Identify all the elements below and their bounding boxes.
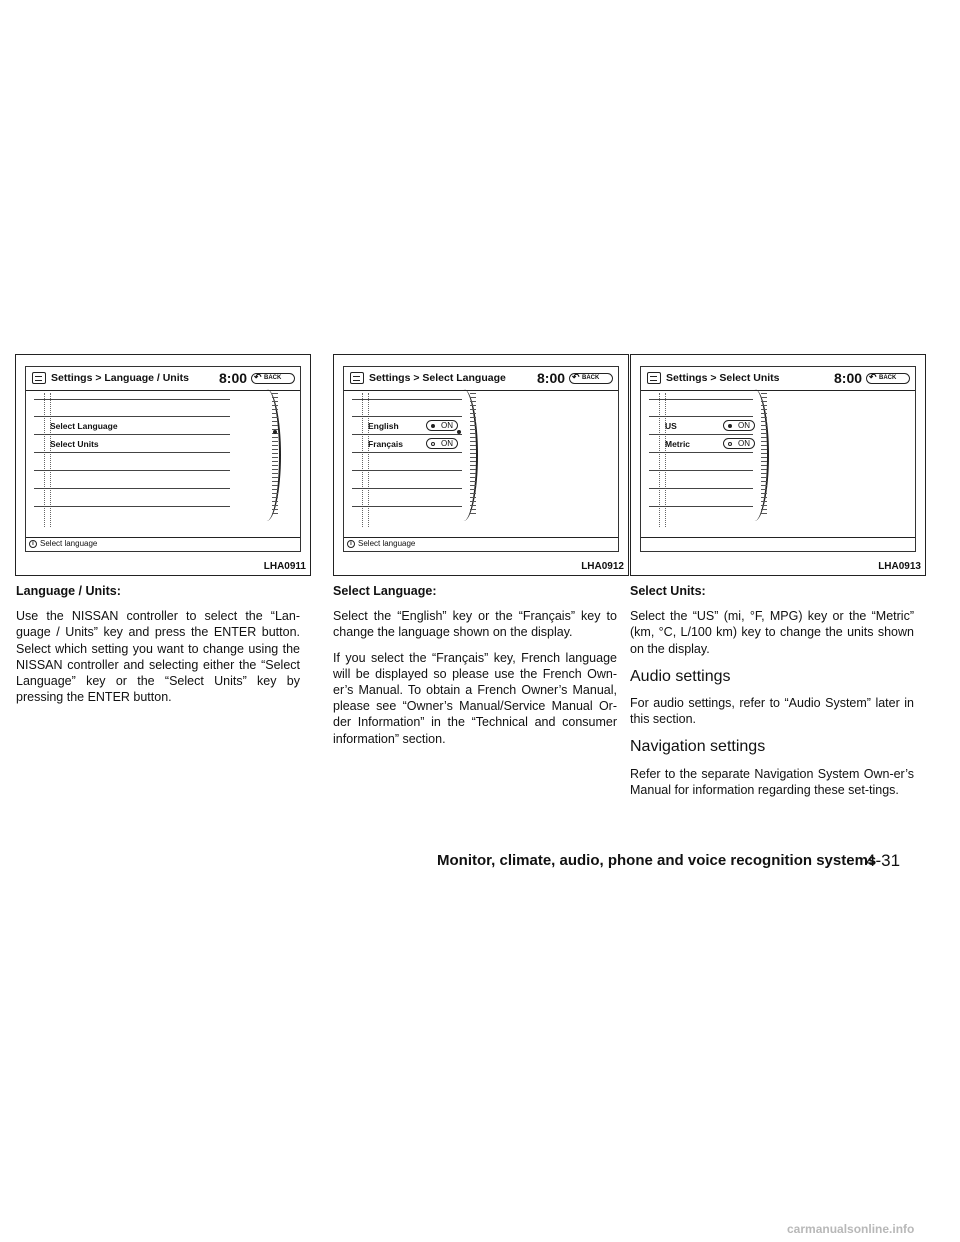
section-heading: Select Language:: [333, 584, 437, 598]
dial-ticks: [272, 393, 278, 517]
settings-menu-icon: [647, 372, 661, 384]
settings-menu-icon: [32, 372, 46, 384]
toggle-on-button[interactable]: ON: [723, 420, 755, 431]
clock: 8:00: [834, 370, 863, 386]
screen-header: [26, 367, 300, 391]
row-label: Metric: [665, 439, 691, 449]
section-heading: Select Units:: [630, 584, 706, 598]
screen-footer: [641, 537, 915, 551]
menu-row: [34, 471, 230, 489]
info-icon: i: [347, 540, 355, 548]
dial-position-dot: [457, 430, 461, 434]
info-icon: i: [29, 540, 37, 548]
screen-title: Settings > Select Units: [666, 372, 780, 384]
clock: 8:00: [219, 370, 248, 386]
screen-title: Settings > Select Language: [369, 372, 506, 384]
menu-row: [34, 399, 230, 417]
menu-row: [649, 489, 753, 507]
dial-ticks: [470, 393, 476, 517]
column-select-units: [630, 583, 914, 807]
back-button[interactable]: ↶ BACK: [251, 373, 295, 384]
menu-row-select-language[interactable]: [34, 417, 230, 435]
screen-header: [641, 367, 915, 391]
menu-row-select-units[interactable]: [34, 435, 230, 453]
toggle-on-button[interactable]: ON: [426, 438, 458, 449]
menu-row: [649, 399, 753, 417]
column-select-language: [333, 583, 617, 756]
figure-language-units: [15, 354, 311, 576]
screen-footer: [344, 537, 618, 551]
paragraph: Use the NISSAN controller to select the “Lan-guage / Units” key and press the ENTER button. Select which setting you want to change using the NISSAN controller and selecting either the “Select Language” key or the “Select Units” key by pressing the ENTER button.: [16, 609, 300, 705]
screen-mockup: [25, 366, 301, 552]
audio-settings-heading: Audio settings: [630, 667, 731, 685]
figure-code: LHA0913: [878, 561, 921, 572]
dial-position-dot: [273, 430, 277, 434]
menu-row-francais[interactable]: [352, 435, 462, 453]
figure-select-units: [630, 354, 926, 576]
column-language-units: [16, 583, 300, 714]
figure-code: LHA0912: [581, 561, 624, 572]
settings-menu-icon: [350, 372, 364, 384]
back-button[interactable]: ↶ BACK: [866, 373, 910, 384]
paragraph: For audio settings, refer to “Audio System” later in this section.: [630, 696, 914, 727]
menu-row: [649, 453, 753, 471]
menu-row-us[interactable]: [649, 417, 753, 435]
footer-hint: Select language: [358, 539, 416, 548]
menu-row: [352, 453, 462, 471]
paragraph: Select the “English” key or the “Français” key to change the language shown on the display.: [333, 609, 617, 640]
paragraph: If you select the “Français” key, French language will be displayed so please use the French Own-er’s Manual. To obtain a French Owner’s Manual, please see “Owner’s Manual/Service Manual Or-der Information” in the “Technical and consumer information” section.: [333, 650, 617, 746]
figure-code: LHA0911: [263, 561, 306, 572]
footer-hint: Select language: [40, 539, 98, 548]
menu-row: [649, 471, 753, 489]
menu-row: [352, 471, 462, 489]
menu-row: [34, 489, 230, 507]
running-footer-title: Monitor, climate, audio, phone and voice recognition systems: [437, 852, 877, 869]
menu-row: [352, 399, 462, 417]
screen-mockup: [640, 366, 916, 552]
paragraph: Select the “US” (mi, °F, MPG) key or the “Metric” (km, °C, L/100 km) key to change the units shown on the display.: [630, 609, 914, 656]
back-button[interactable]: ↶ BACK: [569, 373, 613, 384]
row-label: English: [368, 421, 399, 431]
row-label: US: [665, 421, 677, 431]
menu-row: [352, 489, 462, 507]
toggle-on-button[interactable]: ON: [426, 420, 458, 431]
screen-header: [344, 367, 618, 391]
clock: 8:00: [537, 370, 566, 386]
screen-footer: [26, 537, 300, 551]
row-label: Select Language: [50, 421, 118, 431]
menu-row: [34, 453, 230, 471]
row-label: Select Units: [50, 439, 99, 449]
page-number: 4-31: [866, 851, 901, 870]
paragraph: Refer to the separate Navigation System Own-er’s Manual for information regarding these set-tings.: [630, 766, 914, 797]
dial-ticks: [761, 393, 767, 517]
navigation-settings-heading: Navigation settings: [630, 738, 766, 756]
menu-row-metric[interactable]: [649, 435, 753, 453]
menu-row-english[interactable]: [352, 417, 462, 435]
section-heading: Language / Units:: [16, 584, 121, 598]
toggle-on-button[interactable]: ON: [723, 438, 755, 449]
screen-mockup: [343, 366, 619, 552]
figure-select-language: [333, 354, 629, 576]
row-label: Français: [368, 439, 403, 449]
screen-title: Settings > Language / Units: [51, 372, 189, 384]
watermark: carmanualsonline.info: [787, 1222, 915, 1236]
